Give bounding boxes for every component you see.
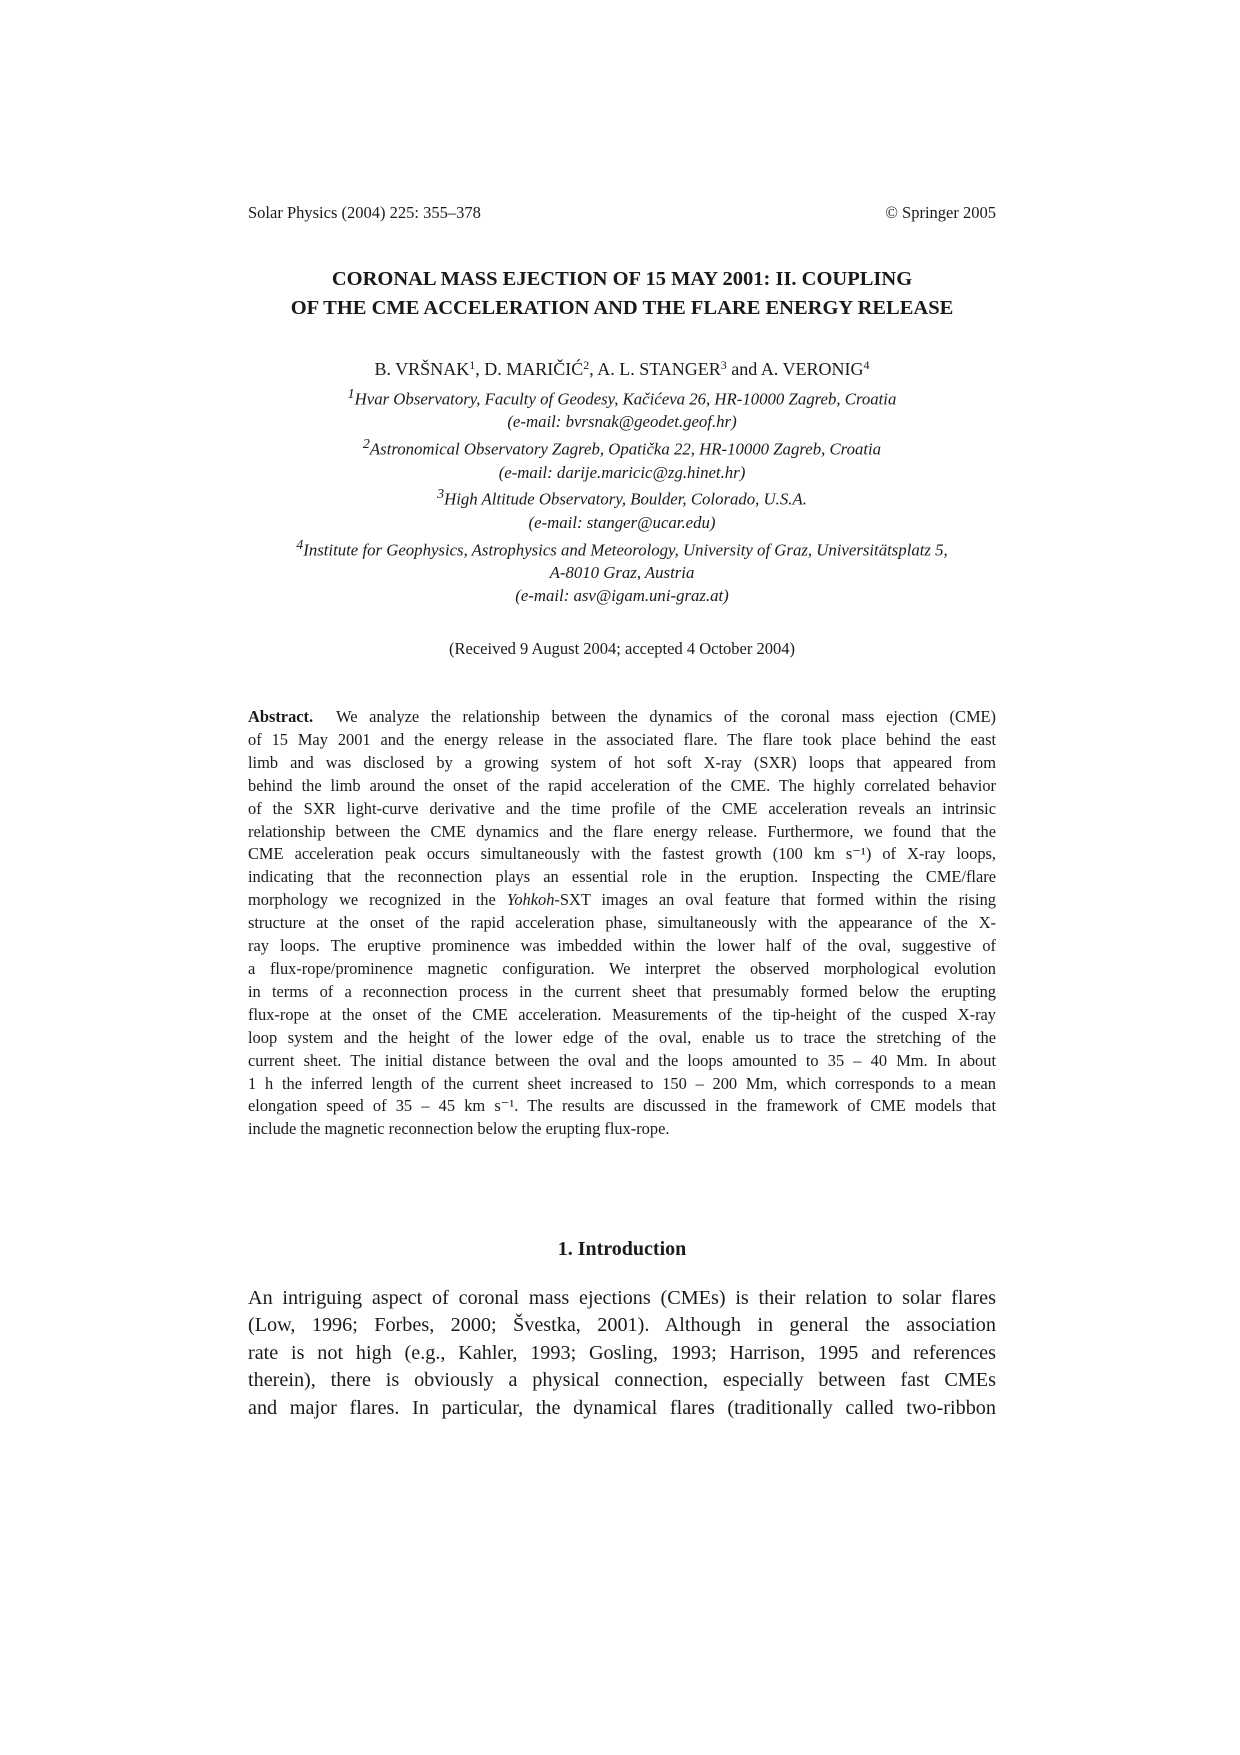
body-line: rate is not high (e.g., Kahler, 1993; Gosling, 1993; Harrison, 1995 and references xyxy=(248,1341,996,1364)
author-1: B. VRŠNAK xyxy=(374,359,470,379)
affiliation-3-email: (e-mail: stanger@ucar.edu) xyxy=(528,512,716,532)
abstract-line: CME acceleration peak occurs simultaneously with the fastest growth (100 km s⁻¹) of X-ray loops, xyxy=(248,844,996,864)
journal-citation: Solar Physics (2004) 225: 355–378 xyxy=(248,203,481,222)
abstract-line: in terms of a reconnection process in the current sheet that presumably formed below the erupting xyxy=(248,981,996,1001)
abstract-line: of 15 May 2001 and the energy release in the associated flare. The flare took place behind the east xyxy=(248,729,996,749)
author-3: A. L. STANGER xyxy=(597,359,721,379)
abstract-line: ray loops. The eruptive prominence was imbedded within the lower half of the oval, suggestive of xyxy=(248,936,996,956)
section-heading-introduction: 1. Introduction xyxy=(557,1238,687,1260)
author-list: B. VRŠNAK$^1$, D. MARIČIĆ$^2$, A. L. STANGER$^3$ and A. VERONIG$^4$ xyxy=(374,358,870,379)
abstract-line: behind the limb around the onset of the rapid acceleration of the CME. The highly correlated behavior xyxy=(248,775,996,795)
author-2: D. MARIČIĆ xyxy=(484,359,584,379)
affiliation-3: $^3$High Altitude Observatory, Boulder, Colorado, U.S.A. xyxy=(437,487,807,509)
affiliation-4: $^4$Institute for Geophysics, Astrophysics and Meteorology, University of Graz, Universitätsplatz 5, xyxy=(296,537,948,560)
body-line: An intriguing aspect of coronal mass ejections (CMEs) is their relation to solar flares xyxy=(248,1287,996,1309)
introduction-body xyxy=(248,1285,996,1422)
abstract-line: a flux-rope/prominence magnetic configuration. We interpret the observed morphological evolution xyxy=(248,958,996,978)
paper-page xyxy=(248,0,996,1755)
abstract-line: flux-rope at the onset of the CME acceleration. Measurements of the tip-height of the cusped X-ray xyxy=(248,1004,996,1024)
running-head xyxy=(248,203,996,223)
title-line-2: OF THE CME ACCELERATION AND THE FLARE ENERGY RELEASE xyxy=(290,297,954,319)
author-4: A. VERONIG xyxy=(760,359,864,379)
abstract-line: relationship between the CME dynamics and the flare energy release. Furthermore, we found that the xyxy=(248,821,996,841)
abstract-line: of the SXR light-curve derivative and the time profile of the CME acceleration reveals an intrinsic xyxy=(248,798,996,818)
affiliation-4-line-2: A-8010 Graz, Austria xyxy=(549,562,695,582)
abstract-label: Abstract. xyxy=(248,707,314,726)
affiliation-2: $^2$Astronomical Observatory Zagreb, Opatička 22, HR-10000 Zagreb, Croatia xyxy=(362,437,882,459)
abstract xyxy=(248,706,996,1141)
affiliation-2-email: (e-mail: darije.maricic@zg.hinet.hr) xyxy=(498,462,746,482)
copyright-notice: © Springer 2005 xyxy=(885,203,996,222)
body-line: (Low, 1996; Forbes, 2000; Švestka, 2001). Although in general the association xyxy=(248,1314,996,1337)
title-line-1: CORONAL MASS EJECTION OF 15 MAY 2001: II. COUPLING xyxy=(331,268,913,290)
body-line: therein), there is obviously a physical connection, especially between fast CMEs xyxy=(248,1369,996,1392)
abstract-line: indicating that the reconnection plays an essential role in the eruption. Inspecting the CME/flare xyxy=(248,867,996,887)
abstract-line: structure at the onset of the rapid acceleration phase, simultaneously with the appearance of the X- xyxy=(248,913,996,933)
abstract-line: loop system and the height of the lower edge of the oval, enable us to trace the stretching of the xyxy=(248,1027,996,1047)
affiliations xyxy=(228,384,1016,608)
body-line: and major flares. In particular, the dynamical flares (traditionally called two-ribbon xyxy=(248,1396,996,1419)
yohkoh-italic: Yohkoh xyxy=(506,890,555,910)
affiliation-4-email: (e-mail: asv@igam.uni-graz.at) xyxy=(515,585,729,605)
affiliation-1: $^1$Hvar Observatory, Faculty of Geodesy, Kačićeva 26, HR-10000 Zagreb, Croatia xyxy=(347,387,897,409)
paper-title xyxy=(248,265,996,323)
received-dates: (Received 9 August 2004; accepted 4 October 2004) xyxy=(449,639,795,658)
abstract-line: morphology we recognized in the Yohkoh-SXT images an oval feature that formed within the rising xyxy=(248,890,996,910)
abstract-line: 1 h the inferred length of the current sheet increased to 150 – 200 Mm, which corresponds to a mean xyxy=(248,1073,996,1093)
abstract-line: elongation speed of 35 – 45 km s⁻¹. The results are discussed in the framework of CME models that xyxy=(248,1096,996,1116)
abstract-line: Abstract. We analyze the relationship between the dynamics of the coronal mass ejection (CME) xyxy=(248,707,996,726)
abstract-line: limb and was disclosed by a growing system of hot soft X-ray (SXR) loops that appeared from xyxy=(248,752,996,772)
abstract-line: current sheet. The initial distance between the oval and the loops amounted to 35 – 40 Mm. In about xyxy=(248,1050,996,1070)
affiliation-1-email: (e-mail: bvrsnak@geodet.geof.hr) xyxy=(507,412,737,432)
abstract-line: include the magnetic reconnection below the erupting flux-rope. xyxy=(248,1119,670,1139)
